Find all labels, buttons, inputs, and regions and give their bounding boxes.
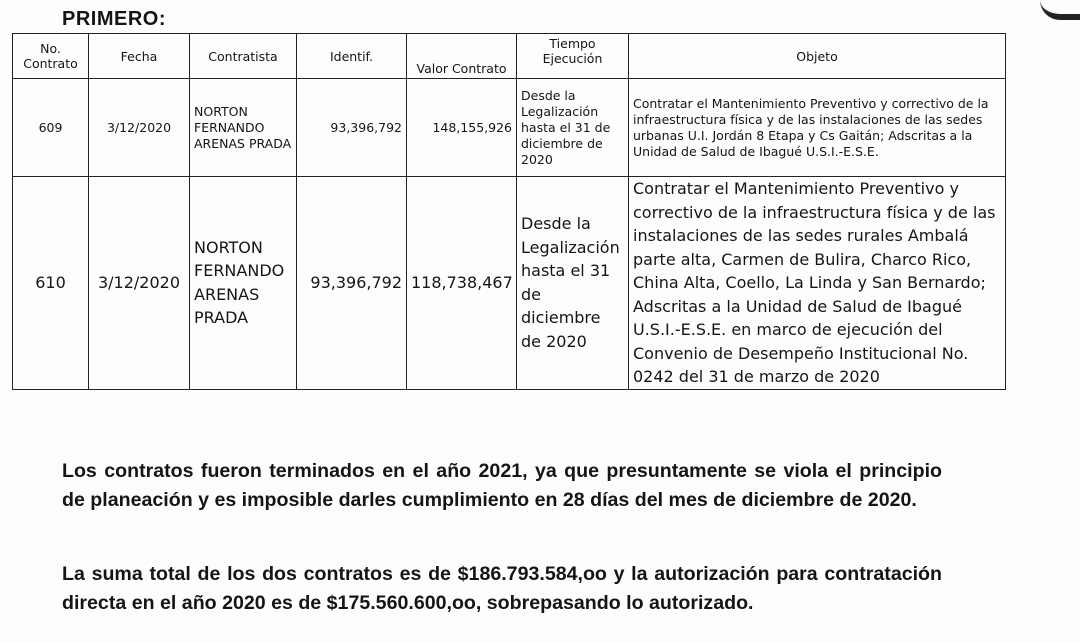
contracts-table <box>12 33 1006 390</box>
cell-fecha: 3/12/2020 <box>89 79 190 177</box>
cell-objeto: Contratar el Mantenimiento Preventivo y correctivo de la infraestructura física y de las instalaciones de las sedes rurales Ambalá parte alta, Carmen de Bulira, Charco Rico, China Alta, Coello, La Linda y San Bernardo; Adscritas a la Unidad de Salud de Ibagué U.S.I.-E.S.E. en marco de ejecución del Convenio de Desempeño Institucional No. 0242 del 31 de marzo de 2020 <box>629 177 1006 390</box>
cell-tiempo-ejecucion: Desde la Legalización hasta el 31 de diciembre de 2020 <box>517 177 629 390</box>
table-header-row <box>13 34 1006 79</box>
cell-identif: 93,396,792 <box>297 79 407 177</box>
cell-objeto: Contratar el Mantenimiento Preventivo y correctivo de la infraestructura física y de las instalaciones de las sedes urbanas U.I. Jordán 8 Etapa y Cs Gaitán; Adscritas a la Unidad de Salud de Ibagué U.S.I.-E.S.E. <box>629 79 1006 177</box>
scan-edge-mark <box>1040 0 1080 20</box>
cell-contratista: NORTON FERNANDO ARENAS PRADA <box>190 177 297 390</box>
header-fecha: Fecha <box>89 34 190 79</box>
header-valor-contrato: Valor Contrato <box>407 34 517 79</box>
table-row <box>13 79 1006 177</box>
paragraph-contract-termination: Los contratos fueron terminados en el año 2021, ya que presuntamente se viola el principio de planeación y es imposible darles cumplimiento en 28 días del mes de diciembre de 2020. <box>62 459 942 511</box>
cell-tiempo-ejecucion: Desde la Legalización hasta el 31 de diciembre de 2020 <box>517 79 629 177</box>
table-row <box>13 177 1006 390</box>
cell-fecha: 3/12/2020 <box>89 177 190 390</box>
cell-no-contrato: 610 <box>13 177 89 390</box>
cell-valor-contrato: 148,155,926 <box>407 79 517 177</box>
cell-no-contrato: 609 <box>13 79 89 177</box>
paragraph-contract-total: La suma total de los dos contratos es de $186.793.584,oo y la autorización para contratación directa en el año 2020 es de $175.560.600,oo, sobrepasando lo autorizado. <box>62 562 942 614</box>
header-contratista: Contratista <box>190 34 297 79</box>
cell-valor-contrato: 118,738,467 <box>407 177 517 390</box>
cell-contratista: NORTON FERNANDO ARENAS PRADA <box>190 79 297 177</box>
header-no-contrato: No. Contrato <box>13 34 89 79</box>
header-objeto: Objeto <box>629 34 1006 79</box>
header-identif: Identif. <box>297 34 407 79</box>
cell-identif: 93,396,792 <box>297 177 407 390</box>
section-heading: PRIMERO: <box>62 8 166 30</box>
header-tiempo-ejecucion: Tiempo Ejecución <box>517 34 629 79</box>
